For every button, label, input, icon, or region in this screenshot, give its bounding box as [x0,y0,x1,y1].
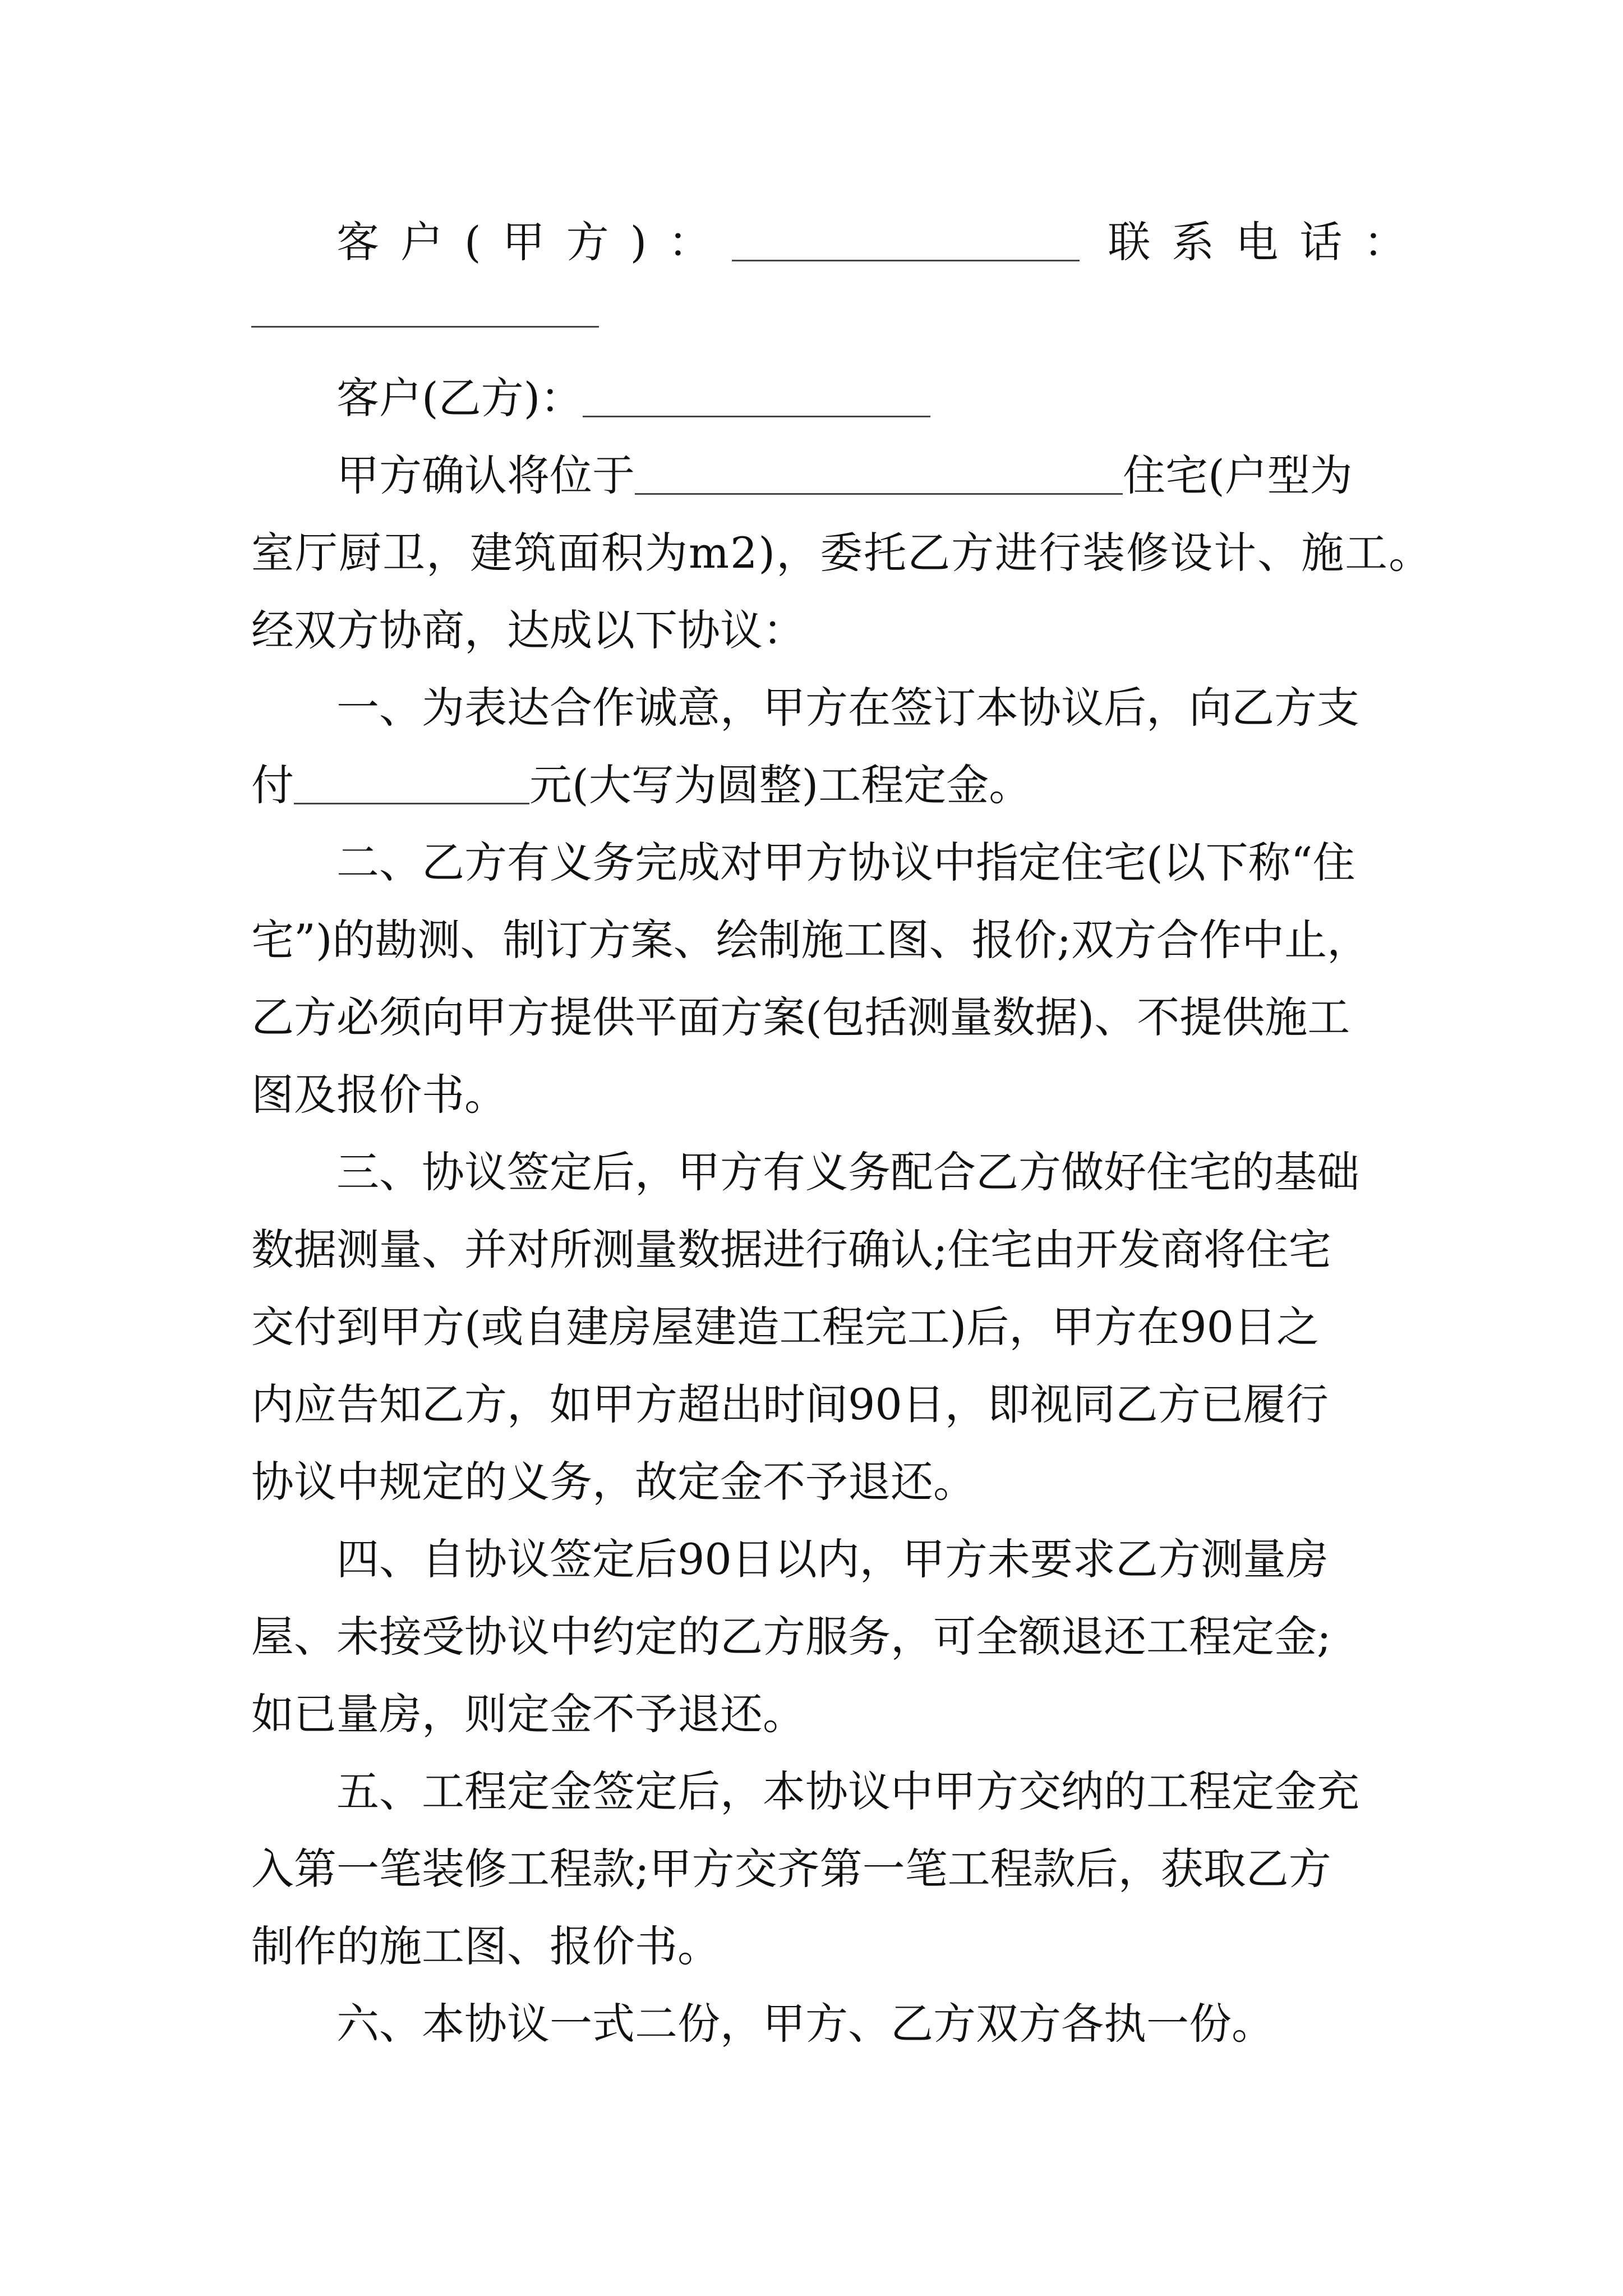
phone-blank-line [251,280,1391,337]
clause-3-line-4: 内应告知乙方，如甲方超出时间90日，即视同乙方已履行 [251,1379,1329,1429]
clause-4-line-3: 如已量房，则定金不予退还。 [251,1689,805,1739]
intro-line-1 [336,448,1476,504]
clause-2-line-3: 乙方必须向甲方提供平面方案(包括测量数据)、不提供施工 [251,992,1350,1042]
party-a-blank [732,220,1080,261]
clause-4-line-2: 屋、未接受协议中约定的乙方服务，可全额退还工程定金; [251,1612,1331,1662]
clause-5-line-1: 五、工程定金签定后，本协议中甲方交纳的工程定金充 [336,1766,1359,1816]
intro-suffix: 住宅(户型为 [1123,450,1353,500]
party-b-blank [583,376,930,417]
address-blank [635,454,1123,495]
clause-3-line-2: 数据测量、并对所测量数据进行确认;住宅由开发商将住宅 [251,1225,1331,1274]
intro-line-2: 室厅厨卫，建筑面积为m2)，委托乙方进行装修设计、施工。 [251,528,1433,578]
party-a-label: 客户(甲方)： [336,217,732,267]
phone-label: 联系电话： [1108,217,1428,267]
clause-3-line-5: 协议中规定的义务，故定金不予退还。 [251,1457,976,1507]
clause-2-line-4: 图及报价书。 [251,1070,507,1120]
clause-2-line-2: 宅”)的勘测、制订方案、绘制施工图、报价;双方合作中止， [251,915,1370,965]
clause-6-line-1: 六、本协议一式二份，甲方、乙方双方各执一份。 [336,1999,1274,2049]
phone-blank [251,287,599,328]
intro-prefix: 甲方确认将位于 [336,450,635,500]
clause-3-line-1: 三、协议签定后，甲方有义务配合乙方做好住宅的基础 [336,1147,1359,1197]
clause-2-line-1: 二、乙方有义务完成对甲方协议中指定住宅(以下称“住 [336,838,1355,887]
clause-1-pay-label: 付 [251,760,294,810]
clause-5-line-2: 入第一笔装修工程款;甲方交齐第一笔工程款后，获取乙方 [251,1844,1331,1894]
clause-4-line-1: 四、自协议签定后90日以内，甲方未要求乙方测量房 [336,1534,1329,1584]
clause-1-line-2 [251,757,1391,813]
party-b-line [336,370,1476,426]
party-b-label: 客户(乙方)： [336,373,583,423]
clause-1-line-1: 一、为表达合作诚意，甲方在签订本协议后，向乙方支 [336,683,1359,733]
clause-5-line-3: 制作的施工图、报价书。 [251,1921,720,1971]
intro-line-3: 经双方协商，达成以下协议： [251,605,805,655]
clause-3-line-3: 交付到甲方(或自建房屋建造工程完工)后，甲方在90日之 [251,1302,1320,1352]
clause-1-amount-text: 元(大写为圆整)工程定金。 [529,760,1032,810]
party-a-line [336,214,1428,270]
deposit-blank [294,763,529,804]
